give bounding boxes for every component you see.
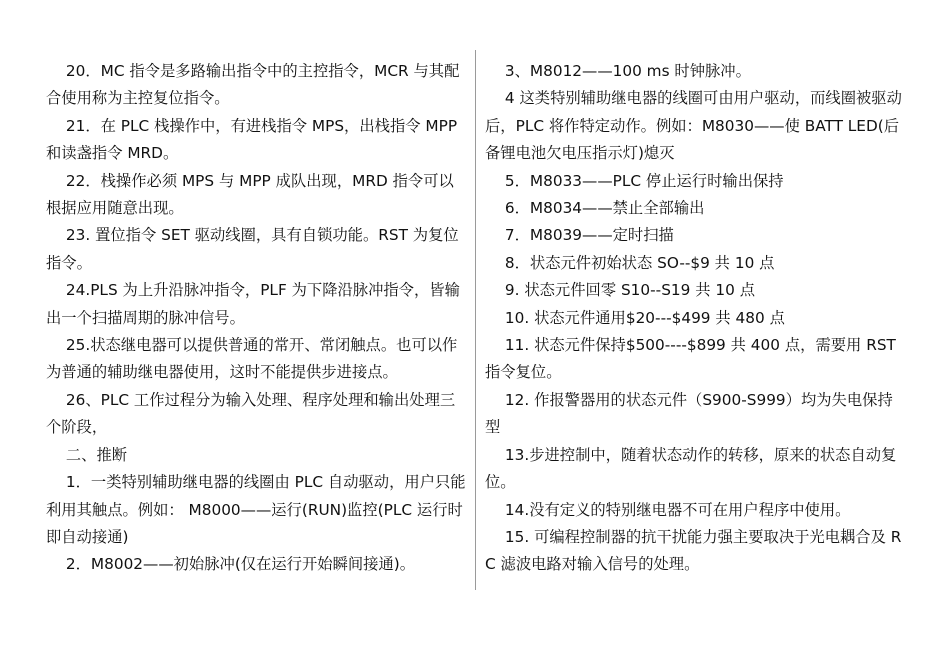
judgement-item-6: 6．M8034——禁止全部输出 [504, 199, 705, 218]
judgement-item-8: 8．状态元件初始状态 SO--$9 共 10 点 [504, 253, 775, 272]
paragraph-25: 25.状态继电器可以提供普通的常开、常闭触点。也可以作为普通的辅助继电器使用，这时不能提供步进接点。 [46, 336, 458, 382]
column-divider [475, 50, 476, 590]
paragraph-24: 24.PLS 为上升沿脉冲指令，PLF 为下降沿脉冲指令，皆输出一个扫描周期的脉冲信号。 [46, 281, 460, 327]
judgement-item-7: 7．M8039——定时扫描 [504, 226, 674, 245]
paragraph-22: 22．栈操作必须 MPS 与 MPP 成队出现，MRD 指令可以根据应用随意出现。 [46, 171, 454, 218]
judgement-item-14: 14.没有定义的特别继电器不可在用户程序中使用。 [504, 500, 851, 519]
section-heading-judgement: 二、推断 [65, 445, 128, 464]
right-column [485, 58, 905, 579]
left-column [46, 58, 466, 579]
judgement-item-3: 3、M8012——100 ms 时钟脉冲。 [504, 62, 751, 80]
judgement-item-15: 15. 可编程控制器的抗干扰能力强主要取决于光电耦合及 RC 滤波电路对输入信号的处理。 [485, 527, 902, 574]
paragraph-20: 20．MC 指令是多路输出指令中的主控指令，MCR 与其配合使用称为主控复位指令。 [46, 62, 460, 108]
paragraph-26: 26、PLC 工作过程分为输入处理、程序处理和输出处理三个阶段， [46, 390, 456, 437]
judgement-item-4: 4 这类特别辅助继电器的线圈可由用户驱动，而线圈被驱动后，PLC 将作特定动作。例如：M8030——使 BATT LED(后备锂电池欠电压指示灯)熄灭 [485, 89, 902, 163]
judgement-item-5: 5．M8033——PLC 停止运行时输出保持 [504, 171, 784, 190]
judgement-item-2: 2．M8002——初始脉冲(仅在运行开始瞬间接通)。 [65, 555, 416, 574]
judgement-item-13: 13.步进控制中，随着状态动作的转移，原来的状态自动复位。 [485, 445, 897, 492]
judgement-item-12: 12. 作报警器用的状态元件（S900-S999）均为失电保持型 [485, 390, 893, 437]
paragraph-23: 23. 置位指令 SET 驱动线圈，具有自锁功能。RST 为复位指令。 [46, 226, 459, 272]
judgement-item-11: 11. 状态元件保持$500----$899 共 400 点，需要用 RST 指令复位。 [485, 336, 896, 382]
judgement-item-1: 1．一类特别辅助继电器的线圈由 PLC 自动驱动，用户只能利用其触点。例如： M8000——运行(RUN)监控(PLC 运行时即自动接通) [46, 473, 466, 546]
judgement-item-10: 10. 状态元件通用$20---$499 共 480 点 [504, 308, 785, 327]
paragraph-21: 21．在 PLC 栈操作中，有进栈指令 MPS，出栈指令 MPP 和读盏指令 MRD。 [46, 116, 458, 163]
judgement-item-9: 9. 状态元件回零 S10--S19 共 10 点 [504, 281, 756, 300]
